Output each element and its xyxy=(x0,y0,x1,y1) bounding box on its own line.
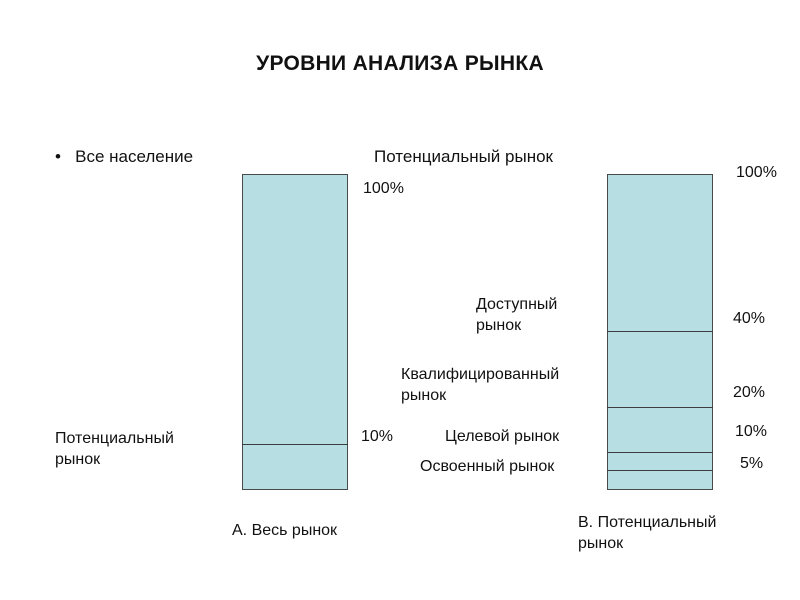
bullet-icon: • xyxy=(55,147,61,166)
left-bar-caption: А. Весь рынок xyxy=(232,522,338,539)
left-percent-10: 10% xyxy=(361,428,394,445)
left-header-label: Все население xyxy=(75,147,194,166)
right-percent-40: 40% xyxy=(733,310,766,327)
page-title: УРОВНИ АНАЛИЗА РЫНКА xyxy=(256,52,544,75)
available-market-label-line1: Доступный xyxy=(476,296,558,313)
potential-market-divider xyxy=(242,444,348,445)
right-bar-caption xyxy=(578,512,716,554)
left-segment-label-line1: Потенциальный xyxy=(55,430,174,447)
available-market-label-line2: рынок xyxy=(476,317,522,334)
bullet-item-all-population xyxy=(55,147,193,167)
right-percent-20: 20% xyxy=(733,384,766,401)
right-percent-10: 10% xyxy=(735,423,768,440)
whole-market-bar xyxy=(242,174,348,490)
served-market-divider xyxy=(607,470,713,471)
qualified-market-label-line1: Квалифицированный xyxy=(401,366,560,383)
left-percent-100: 100% xyxy=(363,180,404,197)
qualified-market-divider xyxy=(607,407,713,408)
left-segment-label-line2: рынок xyxy=(55,451,101,468)
target-market-label: Целевой рынок xyxy=(445,428,560,445)
left-segment-label xyxy=(55,428,174,470)
right-percent-100: 100% xyxy=(736,164,777,181)
qualified-market-label xyxy=(401,364,559,406)
right-bar-caption-line2: рынок xyxy=(578,535,624,552)
right-header-label: Потенциальный рынок xyxy=(374,147,553,166)
right-bar-caption-line1: В. Потенциальный xyxy=(578,514,717,531)
target-market-divider xyxy=(607,452,713,453)
served-market-label: Освоенный рынок xyxy=(420,458,555,475)
potential-market-bar xyxy=(607,174,713,490)
qualified-market-label-line2: рынок xyxy=(401,387,447,404)
available-market-divider xyxy=(607,331,713,332)
right-percent-5: 5% xyxy=(740,455,764,472)
available-market-label xyxy=(476,294,557,336)
